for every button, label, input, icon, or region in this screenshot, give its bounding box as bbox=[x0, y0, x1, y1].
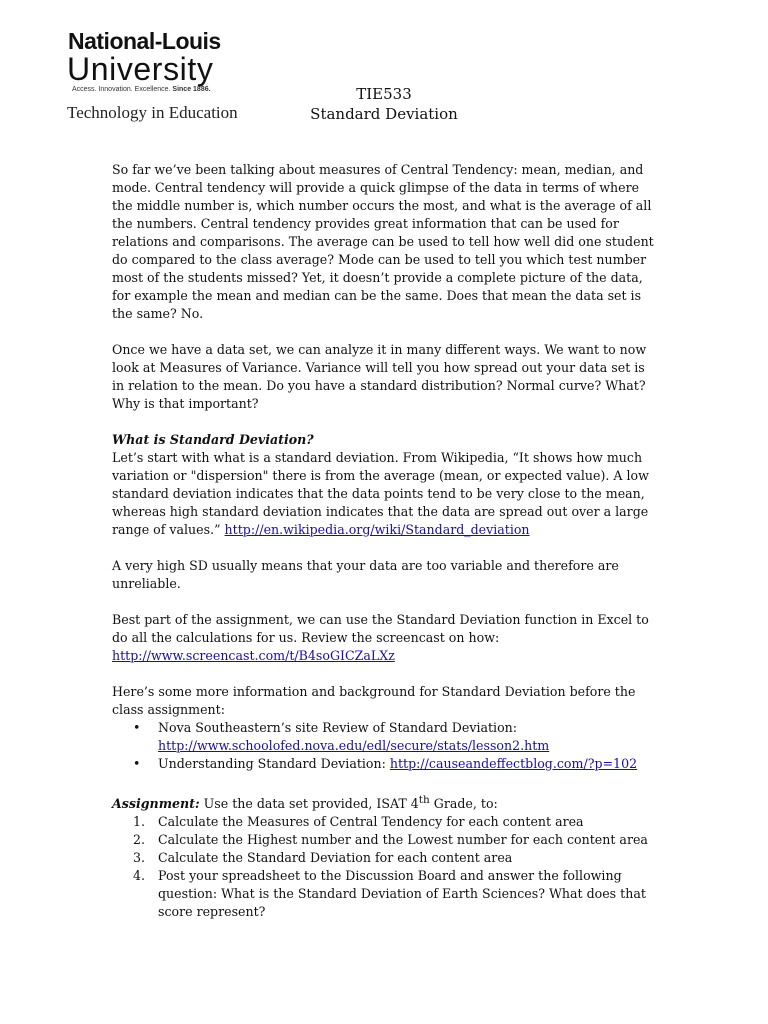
definition-text: Let’s start with what is a standard deviation. From Wikipedia, “It shows how much variation or "dispersion" there is from the average (mean, or expected value). A low standard deviation indicates that the data points tend to be very close to the mean, whereas high standard deviation indicates that the data are spread out over a large range of values.” bbox=[112, 450, 649, 537]
logo-tagline-bold: Since 1886. bbox=[172, 86, 211, 93]
wikipedia-link[interactable]: http://en.wikipedia.org/wiki/Standard_deviation bbox=[224, 522, 530, 537]
course-code: TIE533 bbox=[356, 85, 412, 103]
step-number: 1. bbox=[133, 814, 146, 830]
cause-effect-link[interactable]: http://causeandeffectblog.com/?p=102 bbox=[389, 756, 638, 771]
paragraph-more-info: Here’s some more information and background for Standard Deviation before the class assignment: bbox=[112, 684, 636, 717]
paragraph-high-sd: A very high SD usually means that your data are too variable and therefore are unreliable. bbox=[112, 558, 619, 591]
step-text: Calculate the Highest number and the Lowest number for each content area bbox=[158, 832, 648, 848]
step-number: 2. bbox=[133, 832, 146, 848]
paragraph-excel bbox=[112, 611, 657, 665]
resource-text: Nova Southeastern’s site Review of Standard Deviation: bbox=[158, 720, 518, 735]
step-text: Calculate the Measures of Central Tendency for each content area bbox=[158, 814, 584, 830]
step-number: 4. bbox=[133, 868, 146, 884]
logo-tagline bbox=[72, 86, 211, 93]
paragraph-variance: Once we have a data set, we can analyze it in many different ways. We want to now look at Measures of Variance. Variance will tell you how spread out your data set is in relation to the mean. Do you have a standard distribution? Normal curve? What? Why is that important? bbox=[112, 342, 647, 411]
assignment-label: Assignment: bbox=[112, 796, 200, 812]
document-header bbox=[300, 84, 468, 124]
grade-ordinal: th bbox=[418, 794, 430, 806]
step-text: Post your spreadsheet to the Discussion Board and answer the following question: What is the Standard Deviation of Earth Sciences? What does that score represent? bbox=[158, 868, 646, 920]
list-item bbox=[133, 813, 657, 831]
step-number: 3. bbox=[133, 850, 146, 866]
document-title: Standard Deviation bbox=[310, 105, 458, 123]
logo-name-line1: National-Louis bbox=[68, 28, 221, 54]
assignment-intro-end: Grade, to: bbox=[429, 796, 498, 812]
nova-link[interactable]: http://www.schoolofed.nova.edu/edl/secure/stats/lesson2.htm bbox=[158, 738, 550, 753]
screencast-link[interactable]: http://www.screencast.com/t/B4soGICZaLXz bbox=[112, 648, 395, 663]
logo-name-line2: University bbox=[67, 51, 214, 87]
document-body bbox=[112, 161, 657, 921]
list-item bbox=[158, 719, 657, 755]
list-item bbox=[158, 755, 657, 773]
assignment-steps bbox=[112, 813, 657, 921]
resource-list bbox=[112, 719, 657, 773]
assignment-intro bbox=[112, 791, 657, 813]
excel-text: Best part of the assignment, we can use the Standard Deviation function in Excel to do all the calculations for us. Review the screencast on how: bbox=[112, 612, 649, 645]
list-item bbox=[133, 831, 657, 849]
list-item bbox=[133, 867, 657, 921]
section-heading-sd: What is Standard Deviation? bbox=[112, 432, 314, 447]
paragraph-definition bbox=[112, 449, 657, 539]
paragraph-central-tendency: So far we’ve been talking about measures of Central Tendency: mean, median, and mode. Central tendency will provide a quick glimpse of the data in terms of where the middle number is, which number occurs the most, and what is the average of all the numbers. Central tendency provides great information that can be used for relations and comparisons. The average can be used to tell how well did one student do compared to the class average? Mode can be used to tell you which test number most of the students missed? Yet, it doesn’t provide a complete picture of the data, for example the mean and median can be the same. Does that mean the data set is the same? No. bbox=[112, 162, 654, 321]
step-text: Calculate the Standard Deviation for each content area bbox=[158, 850, 513, 866]
logo-tagline-text: Access. Innovation. Excellence. bbox=[72, 86, 171, 93]
logo-department: Technology in Education bbox=[67, 103, 238, 122]
assignment-intro-text: Use the data set provided, ISAT 4 bbox=[199, 796, 419, 812]
list-item bbox=[133, 849, 657, 867]
resource-text: Understanding Standard Deviation: bbox=[158, 756, 386, 771]
